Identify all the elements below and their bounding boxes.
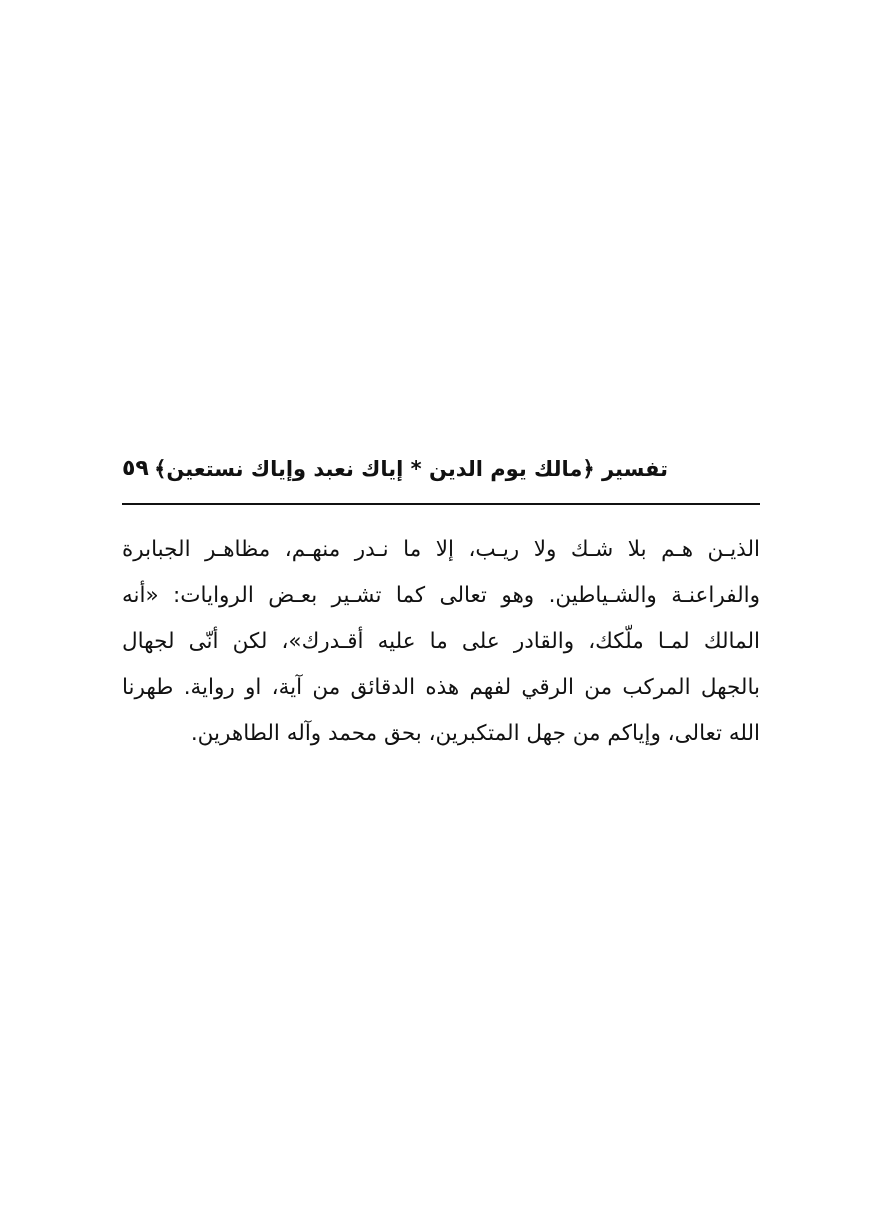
page-number: ٥٩ [122,456,149,481]
body-paragraph [122,527,760,757]
header-rule [122,503,760,505]
running-header [122,448,760,492]
body-line: الله تعالى، وإياكم من جهل المتكبرين، بحق محمد وآله الطاهرين. [190,721,760,746]
body-line: والفراعنـة والشـياطين. وهو تعالى كما تشـير بعـض الروايات: «أنه [122,583,760,608]
running-title: تفسير ﴿مالك يوم الدين * إياك نعبد وإياك نستعين﴾ [154,457,668,481]
body-line: المالك لمـا ملّكك، والقادر على ما عليه أقـدرك»، لكن أنّى لجهال [122,629,760,654]
body-line: الذيـن هـم بلا شـك ولا ريـب، إلا ما نـدر منهـم، مظاهـر الجبابرة [122,537,760,562]
body-line: بالجهل المركب من الرقي لفهم هذه الدقائق من آية، او رواية. طهرنا [122,675,760,700]
